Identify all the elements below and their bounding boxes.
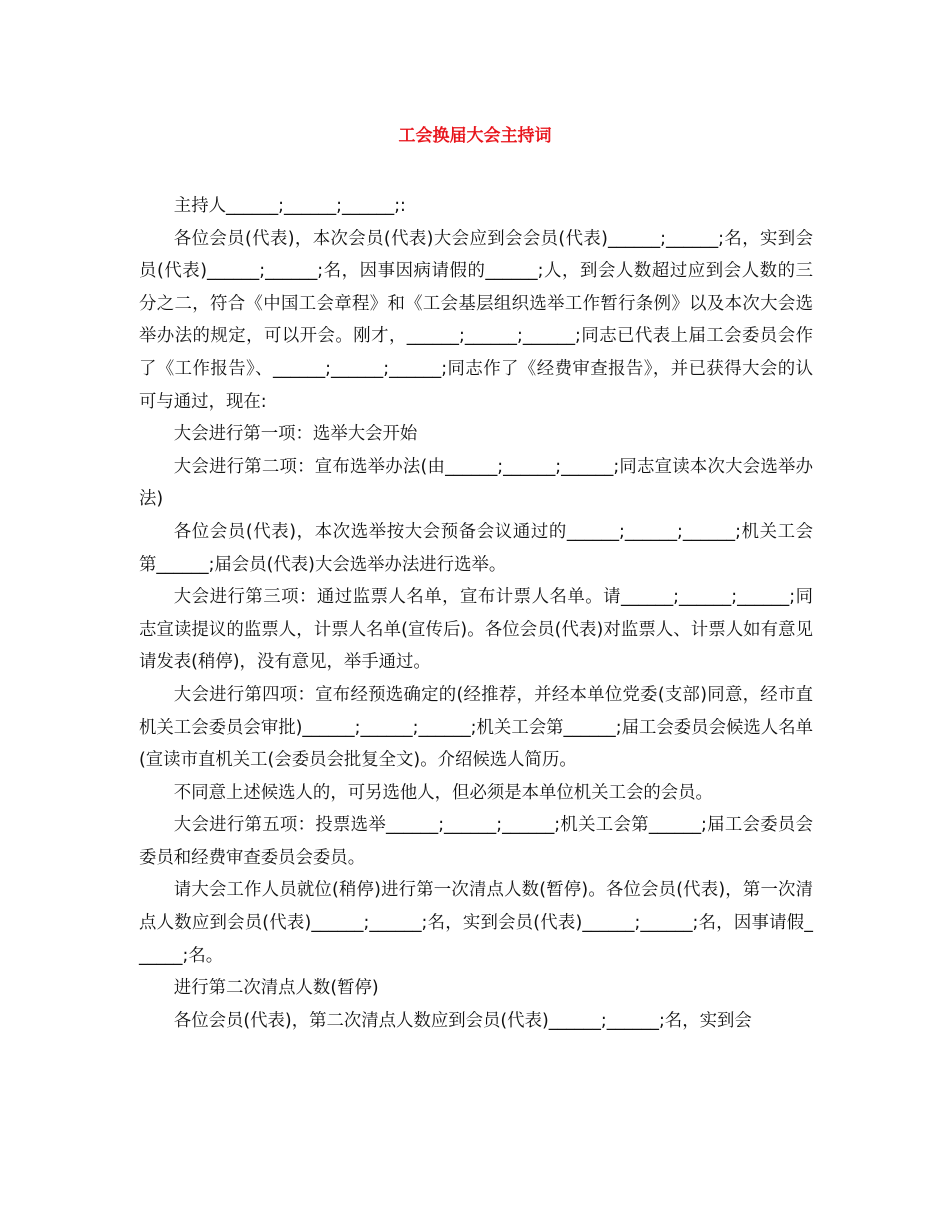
paragraph-election-method: 各位会员(代表)，本次选举按大会预备会议通过的______;______;______;机关工会第______;届会员(代表)大会选举办法进行选举。 [139, 521, 813, 575]
paragraph-other-candidates: 不同意上述候选人的，可另选他人，但必须是本单位机关工会的会员。 [173, 782, 713, 803]
paragraph-item-5: 大会进行第五项：投票选举______;______;______;机关工会第______;届工会委员会委员和经费审查委员会委员。 [139, 815, 813, 868]
paragraph-second-count-heading: 进行第二次清点人数(暂停) [173, 978, 379, 999]
paragraph-item-2: 大会进行第二项：宣布选举办法(由______;______;______;同志宣读本次大会选举办法) [139, 456, 813, 510]
paragraph-first-count: 请大会工作人员就位(稍停)进行第一次清点人数(暂停)。各位会员(代表)，第一次清点人数应到会员(代表)______;______;名，实到会员(代表)______;______;名，因事请假______;名。 [139, 880, 813, 966]
paragraph-item-4: 大会进行第四项：宣布经预选确定的(经推荐，并经本单位党委(支部)同意，经市直机关工会委员会审批)______;______;______;机关工会第______;届工会委员会候选人名单(宣读市直机关工(会委员会批复全文)。介绍候选人简历。 [139, 684, 813, 771]
document-title: 工会换届大会主持词 [398, 126, 552, 146]
paragraph-item-3: 大会进行第三项：通过监票人名单，宣布计票人名单。请______;______;______;同志宣读提议的监票人，计票人名单(宣传后)。各位会员(代表)对监票人、计票人如有意见请发表(稍停)，没有意见，举手通过。 [139, 587, 813, 673]
paragraph-attendance: 各位会员(代表)，本次会员(代表)大会应到会会员(代表)______;______;名，实到会员(代表)______;______;名，因事因病请假的______;人，到会人数超过应到会人数的三分之二，符合《中国工会章程》和《工会基层组织选举工作暂行条例》以及本次大会选举办法的规定，可以开会。刚才，______;______;______;同志已代表上届工会委员会作了《工作报告》、______;______;______;同志作了《经费审查报告》，并已获得大会的认可与通过，现在: [139, 228, 813, 412]
paragraph-second-count: 各位会员(代表)，第二次清点人数应到会员(代表)______;______;名，实到会 [173, 1010, 752, 1031]
document-body [139, 190, 813, 1037]
paragraph-item-1: 大会进行第一项：选举大会开始 [173, 424, 418, 445]
paragraph-host: 主持人______;______;______;: [173, 196, 406, 216]
